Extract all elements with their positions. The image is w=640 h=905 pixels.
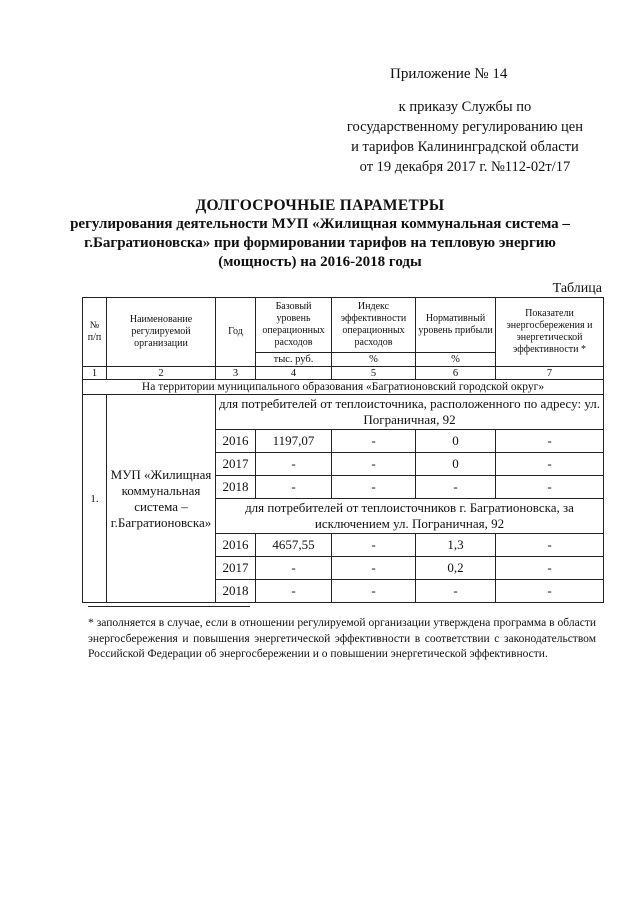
cell-base: - — [256, 453, 332, 476]
cell-base: - — [256, 580, 332, 603]
table-header-row — [83, 298, 604, 353]
col-number: 4 — [256, 367, 332, 380]
document-heading — [60, 196, 580, 272]
territory-label: На территории муниципального образования «Багратионовский городской округ» — [83, 380, 604, 395]
heading-title: ДОЛГОСРОЧНЫЕ ПАРАМЕТРЫ — [195, 197, 445, 214]
order-line: государственному регулированию цен — [346, 119, 583, 135]
parameters-table — [82, 297, 604, 603]
header-energy: Показатели энергосбережения и энергетической эффективности * — [496, 298, 604, 367]
cell-base: 4657,55 — [256, 534, 332, 557]
column-numbers-row — [83, 367, 604, 380]
col-number: 1 — [83, 367, 107, 380]
col-number: 5 — [332, 367, 416, 380]
order-line: и тарифов Калининградской области — [351, 139, 579, 155]
cell-profit: - — [416, 580, 496, 603]
group2-title: для потребителей от теплоисточников г. Багратионовска, за исключением ул. Пограничная, 92 — [216, 499, 604, 534]
col-number: 7 — [496, 367, 604, 380]
heading-line: г.Багратионовска» при формировании тарифов на тепловую энергию — [84, 235, 556, 251]
group1-title: для потребителей от теплоисточника, расположенного по адресу: ул. Пограничная, 92 — [216, 395, 604, 430]
col-number: 3 — [216, 367, 256, 380]
cell-profit: - — [416, 476, 496, 499]
appendix-number: Приложение № 14 — [390, 66, 508, 82]
org-name: МУП «Жилищная коммунальная система – г.Багратионовска» — [107, 395, 216, 603]
cell-year: 2018 — [216, 580, 256, 603]
header-profit: Нормативный уровень прибыли — [416, 298, 496, 353]
cell-index: - — [332, 476, 416, 499]
order-line: к приказу Службы по — [398, 99, 532, 115]
order-line: от 19 декабря 2017 г. №112-02т/17 — [359, 159, 571, 175]
header-year: Год — [216, 298, 256, 367]
cell-index: - — [332, 580, 416, 603]
header-num: № п/п — [83, 298, 107, 367]
cell-year: 2016 — [216, 534, 256, 557]
cell-base: 1197,07 — [256, 430, 332, 453]
cell-year: 2017 — [216, 453, 256, 476]
footnote-divider — [88, 606, 250, 607]
cell-index: - — [332, 557, 416, 580]
col-number: 2 — [107, 367, 216, 380]
heading-line: (мощность) на 2016-2018 годы — [218, 254, 422, 270]
cell-year: 2016 — [216, 430, 256, 453]
unit-index: % — [332, 353, 416, 367]
header-base: Базовый уровень операционных расходов — [256, 298, 332, 353]
order-reference — [347, 97, 583, 177]
cell-energy: - — [496, 476, 604, 499]
group1-title-row — [83, 395, 604, 430]
cell-index: - — [332, 534, 416, 557]
unit-profit: % — [416, 353, 496, 367]
cell-index: - — [332, 430, 416, 453]
header-org: Наименование регулируемой организации — [107, 298, 216, 367]
footnote: * заполняется в случае, если в отношении регулируемой организации утверждена программа в области энергосбережения и повышения энергетической эффективности в соответствии с законодательством Российской Федерации об энергосбережении и о повышении энергетической эффективности. — [88, 617, 596, 660]
cell-profit: 0,2 — [416, 557, 496, 580]
cell-energy: - — [496, 534, 604, 557]
territory-row — [83, 380, 604, 395]
cell-base: - — [256, 557, 332, 580]
col-number: 6 — [416, 367, 496, 380]
cell-year: 2018 — [216, 476, 256, 499]
heading-line: регулирования деятельности МУП «Жилищная коммунальная система – — [70, 216, 570, 232]
table-label: Таблица — [552, 281, 602, 296]
cell-energy: - — [496, 580, 604, 603]
cell-base: - — [256, 476, 332, 499]
org-index: 1. — [83, 395, 107, 603]
cell-profit: 1,3 — [416, 534, 496, 557]
header-index: Индекс эффективности операционных расходов — [332, 298, 416, 353]
cell-energy: - — [496, 430, 604, 453]
cell-profit: 0 — [416, 430, 496, 453]
cell-energy: - — [496, 453, 604, 476]
unit-base: тыс. руб. — [256, 353, 332, 367]
cell-index: - — [332, 453, 416, 476]
cell-profit: 0 — [416, 453, 496, 476]
cell-year: 2017 — [216, 557, 256, 580]
cell-energy: - — [496, 557, 604, 580]
